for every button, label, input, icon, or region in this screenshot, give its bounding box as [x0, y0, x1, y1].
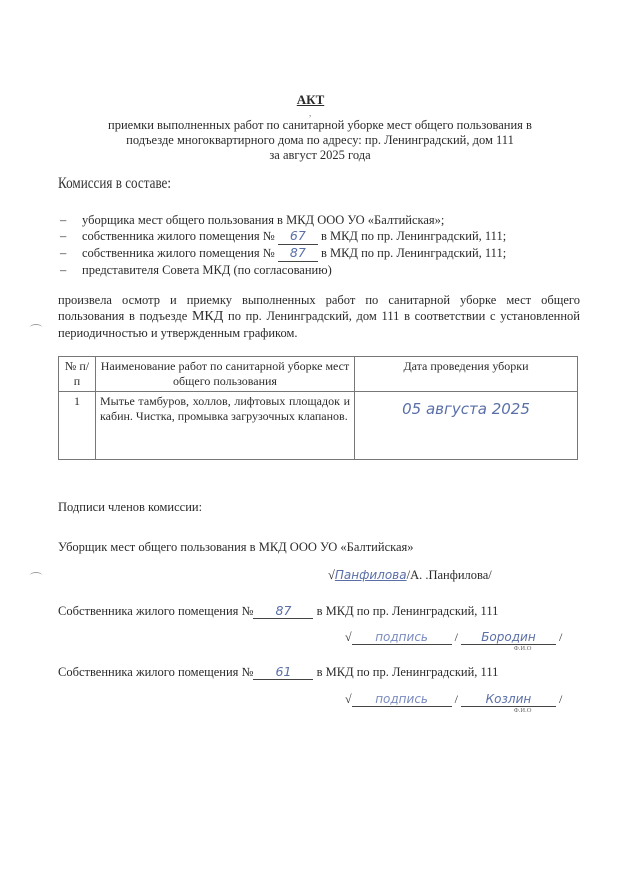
header-work: Наименование работ по санитарной уборке мест общего пользования — [96, 357, 355, 392]
header-date: Дата проведения уборки — [355, 357, 578, 392]
cell-date-handwritten: 05 августа 2025 — [355, 392, 578, 460]
table-header-row — [59, 357, 578, 392]
owner-1-signature: подпись — [352, 630, 452, 645]
subtitle-line: подъезде многоквартирного дома по адресу: пр. Ленинградский, дом 111 — [126, 133, 514, 147]
subtitle-line: приемки выполненных работ по санитарной уборке мест общего пользования в — [108, 118, 532, 132]
fio-label: Ф.И.О — [513, 707, 532, 714]
owner-1-signature-line: √ подпись / Бородин / Ф.И.О — [345, 630, 570, 652]
owner-2-signature: подпись — [352, 692, 452, 707]
owner-1-name: Бородин — [461, 630, 556, 645]
list-item: – представителя Совета МКД (по согласованию) — [60, 263, 332, 277]
punch-mark — [30, 572, 42, 579]
handwritten-apartment: 67 — [278, 228, 318, 245]
commission-heading: Комиссия в составе: — [58, 175, 172, 192]
document-subtitle — [40, 118, 600, 163]
punch-mark — [30, 324, 42, 331]
cleaner-label: Уборщик мест общего пользования в МКД ООО УО «Балтийская» — [58, 540, 414, 554]
works-table — [58, 356, 578, 460]
owner-2-signature-line: √ подпись / Козлин / Ф.И.О — [345, 692, 570, 714]
cleaner-name: /А. .Панфилова/ — [406, 568, 492, 582]
signatures-heading: Подписи членов комиссии: — [58, 500, 203, 514]
owner-2-apartment: 61 — [253, 664, 313, 680]
fio-label: Ф.И.О — [513, 645, 532, 652]
owner-2-label: Собственника жилого помещения № 61 в МКД по пр. Ленинградский, 111 — [58, 664, 499, 679]
handwritten-apartment: 87 — [278, 245, 318, 262]
cleaner-signature-line: √Панфилова/А. .Панфилова/ — [328, 568, 492, 582]
cell-num: 1 — [59, 392, 96, 460]
owner-1-label: Собственника жилого помещения № 87 в МКД по пр. Ленинградский, 111 — [58, 603, 499, 618]
inspection-paragraph: произвела осмотр и приемку выполненных работ по санитарной уборке мест общего пользования в подъезде МКД по пр. Ленинградский, дом 111 в соответствии с установленной периодичностью и утвержденным графиком. — [58, 293, 580, 340]
cell-work: Мытье тамбуров, холлов, лифтовых площадок и кабин. Чистка, промывка загрузочных клапанов. — [96, 392, 355, 460]
stamp-mark: , — [309, 108, 312, 118]
cleaner-signature: Панфилова — [334, 568, 407, 582]
list-item: – собственника жилого помещения № 67 в МКД по пр. Ленинградский, 111; — [60, 228, 507, 243]
list-item: – собственника жилого помещения № 87 в МКД по пр. Ленинградский, 111; — [60, 245, 507, 260]
table-row — [59, 392, 578, 460]
owner-1-apartment: 87 — [253, 603, 313, 619]
list-item: – уборщика мест общего пользования в МКД ООО УО «Балтийская»; — [60, 213, 445, 227]
owner-2-name: Козлин — [461, 692, 556, 707]
document-title: АКТ — [296, 92, 325, 107]
subtitle-line: за август 2025 года — [269, 148, 371, 162]
commission-list — [58, 212, 506, 278]
header-num: № п/п — [59, 357, 96, 392]
